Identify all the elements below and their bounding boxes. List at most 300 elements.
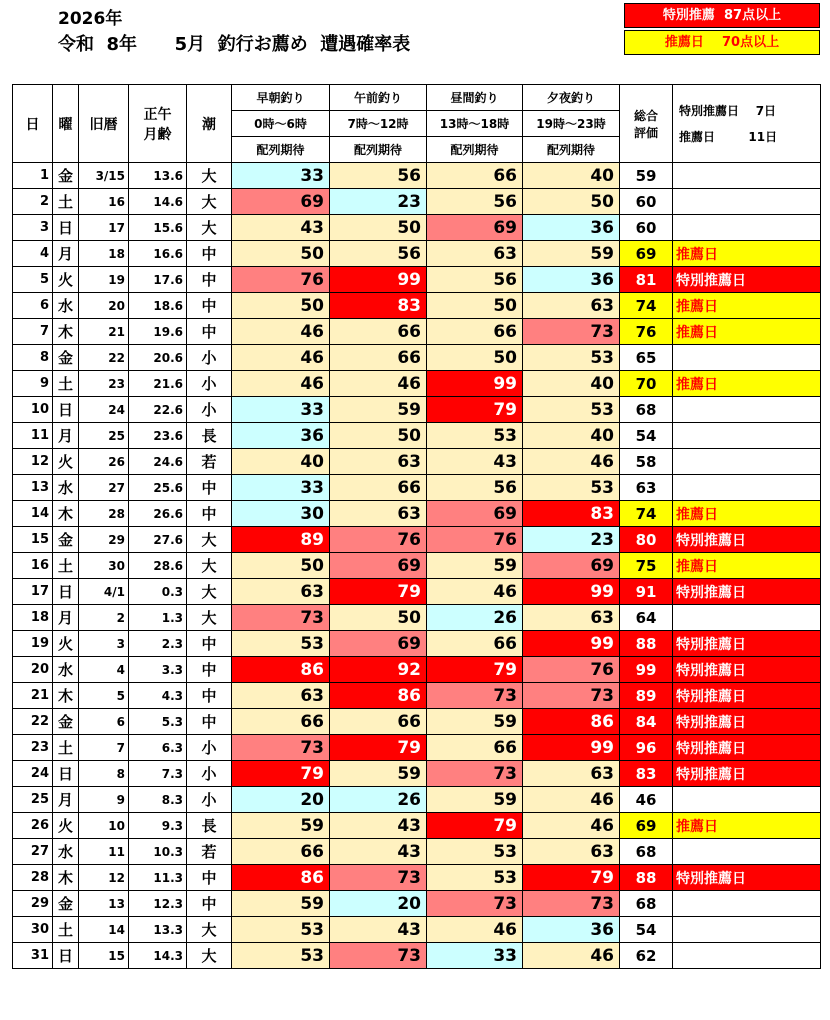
score-am-cell: 73: [330, 865, 427, 891]
table-body: [13, 163, 821, 969]
day-cell: 27: [13, 839, 53, 865]
lunar-cell: 15: [79, 943, 129, 969]
score-am-cell: 43: [330, 813, 427, 839]
tide-cell: 大: [187, 215, 232, 241]
score-morning-cell: 46: [232, 345, 330, 371]
tide-cell: 小: [187, 761, 232, 787]
score-evening-cell: 36: [523, 917, 620, 943]
table-row: [13, 553, 821, 579]
score-noon-cell: 76: [427, 527, 523, 553]
table-row: [13, 709, 821, 735]
table-row: [13, 657, 821, 683]
tide-cell: 中: [187, 241, 232, 267]
note-cell: [673, 215, 821, 241]
score-am-cell: 50: [330, 605, 427, 631]
moon-age-cell: 24.6: [129, 449, 187, 475]
tide-cell: 若: [187, 839, 232, 865]
table-row: [13, 267, 821, 293]
weekday-cell: 土: [53, 553, 79, 579]
tide-cell: 中: [187, 293, 232, 319]
tide-cell: 中: [187, 501, 232, 527]
note-cell: [673, 163, 821, 189]
score-am-cell: 69: [330, 553, 427, 579]
score-noon-cell: 66: [427, 735, 523, 761]
total-cell: 64: [620, 605, 673, 631]
lunar-cell: 9: [79, 787, 129, 813]
weekday-cell: 火: [53, 813, 79, 839]
table-row: [13, 475, 821, 501]
lunar-cell: 14: [79, 917, 129, 943]
weekday-cell: 火: [53, 449, 79, 475]
note-cell: 推薦日: [673, 371, 821, 397]
moon-age-cell: 14.6: [129, 189, 187, 215]
total-cell: 88: [620, 865, 673, 891]
table-row: [13, 917, 821, 943]
day-cell: 8: [13, 345, 53, 371]
day-cell: 23: [13, 735, 53, 761]
moon-age-cell: 1.3: [129, 605, 187, 631]
lunar-cell: 13: [79, 891, 129, 917]
moon-age-cell: 28.6: [129, 553, 187, 579]
day-cell: 6: [13, 293, 53, 319]
total-cell: 65: [620, 345, 673, 371]
score-morning-cell: 66: [232, 839, 330, 865]
score-evening-cell: 46: [523, 449, 620, 475]
weekday-cell: 金: [53, 709, 79, 735]
score-am-cell: 92: [330, 657, 427, 683]
weekday-cell: 水: [53, 657, 79, 683]
moon-age-cell: 14.3: [129, 943, 187, 969]
expect-evening: 配列期待: [523, 137, 620, 163]
total-cell: 59: [620, 163, 673, 189]
score-am-cell: 66: [330, 345, 427, 371]
total-cell: 60: [620, 189, 673, 215]
note-cell: [673, 917, 821, 943]
tide-cell: 大: [187, 605, 232, 631]
lunar-cell: 3/15: [79, 163, 129, 189]
note-cell: [673, 787, 821, 813]
score-morning-cell: 63: [232, 683, 330, 709]
day-cell: 30: [13, 917, 53, 943]
lunar-cell: 12: [79, 865, 129, 891]
tide-cell: 中: [187, 631, 232, 657]
tide-cell: 若: [187, 449, 232, 475]
score-morning-cell: 46: [232, 319, 330, 345]
weekday-cell: 金: [53, 345, 79, 371]
table-row: [13, 371, 821, 397]
lunar-cell: 5: [79, 683, 129, 709]
total-cell: 68: [620, 397, 673, 423]
moon-age-cell: 12.3: [129, 891, 187, 917]
score-am-cell: 56: [330, 241, 427, 267]
score-noon-cell: 69: [427, 215, 523, 241]
score-morning-cell: 73: [232, 605, 330, 631]
lunar-cell: 30: [79, 553, 129, 579]
moon-age-label-2: 月齢: [143, 126, 172, 143]
weekday-cell: 木: [53, 683, 79, 709]
score-am-cell: 66: [330, 319, 427, 345]
moon-age-cell: 22.6: [129, 397, 187, 423]
score-noon-cell: 99: [427, 371, 523, 397]
lunar-cell: 27: [79, 475, 129, 501]
moon-age-cell: 15.6: [129, 215, 187, 241]
lunar-cell: 4: [79, 657, 129, 683]
day-cell: 11: [13, 423, 53, 449]
score-morning-cell: 53: [232, 943, 330, 969]
weekday-cell: 水: [53, 839, 79, 865]
weekday-cell: 月: [53, 605, 79, 631]
score-morning-cell: 73: [232, 735, 330, 761]
note-cell: 推薦日: [673, 241, 821, 267]
moon-age-cell: 27.6: [129, 527, 187, 553]
lunar-cell: 17: [79, 215, 129, 241]
lunar-cell: 21: [79, 319, 129, 345]
note-cell: [673, 397, 821, 423]
score-noon-cell: 63: [427, 241, 523, 267]
weekday-cell: 土: [53, 189, 79, 215]
tide-cell: 大: [187, 579, 232, 605]
score-noon-cell: 79: [427, 657, 523, 683]
note-cell: 特別推薦日: [673, 761, 821, 787]
score-am-cell: 86: [330, 683, 427, 709]
expect-noon: 配列期待: [427, 137, 523, 163]
score-noon-cell: 33: [427, 943, 523, 969]
day-cell: 28: [13, 865, 53, 891]
note-cell: [673, 345, 821, 371]
tide-cell: 中: [187, 657, 232, 683]
day-cell: 12: [13, 449, 53, 475]
score-am-cell: 20: [330, 891, 427, 917]
score-noon-cell: 53: [427, 839, 523, 865]
score-morning-cell: 86: [232, 865, 330, 891]
score-noon-cell: 26: [427, 605, 523, 631]
col-am: 午前釣り: [330, 85, 427, 111]
tide-cell: 大: [187, 163, 232, 189]
score-evening-cell: 40: [523, 163, 620, 189]
day-cell: 5: [13, 267, 53, 293]
total-cell: 91: [620, 579, 673, 605]
moon-age-label-1: 正午: [143, 106, 172, 123]
table-row: [13, 319, 821, 345]
total-cell: 54: [620, 917, 673, 943]
weekday-cell: 金: [53, 891, 79, 917]
note-cell: 特別推薦日: [673, 709, 821, 735]
note-cell: 特別推薦日: [673, 865, 821, 891]
table-row: [13, 787, 821, 813]
note-cell: [673, 605, 821, 631]
note-cell: 特別推薦日: [673, 683, 821, 709]
tide-cell: 中: [187, 475, 232, 501]
moon-age-cell: 21.6: [129, 371, 187, 397]
table-row: [13, 241, 821, 267]
score-evening-cell: 99: [523, 735, 620, 761]
total-cell: 54: [620, 423, 673, 449]
score-evening-cell: 53: [523, 345, 620, 371]
table-row: [13, 189, 821, 215]
moon-age-cell: 13.3: [129, 917, 187, 943]
score-evening-cell: 63: [523, 839, 620, 865]
score-evening-cell: 99: [523, 579, 620, 605]
table-row: [13, 605, 821, 631]
total-cell: 74: [620, 293, 673, 319]
table-row: [13, 865, 821, 891]
table-row: [13, 501, 821, 527]
score-morning-cell: 33: [232, 163, 330, 189]
day-cell: 9: [13, 371, 53, 397]
score-evening-cell: 53: [523, 397, 620, 423]
total-cell: 58: [620, 449, 673, 475]
score-morning-cell: 50: [232, 553, 330, 579]
weekday-cell: 日: [53, 943, 79, 969]
table-row: [13, 163, 821, 189]
score-am-cell: 50: [330, 423, 427, 449]
table-row: [13, 813, 821, 839]
total-cell: 63: [620, 475, 673, 501]
score-noon-cell: 56: [427, 267, 523, 293]
day-cell: 19: [13, 631, 53, 657]
tide-cell: 小: [187, 397, 232, 423]
score-noon-cell: 66: [427, 319, 523, 345]
score-morning-cell: 66: [232, 709, 330, 735]
score-evening-cell: 73: [523, 891, 620, 917]
weekday-cell: 金: [53, 527, 79, 553]
weekday-cell: 火: [53, 267, 79, 293]
moon-age-cell: 13.6: [129, 163, 187, 189]
col-moon-age: [129, 85, 187, 163]
lunar-cell: 16: [79, 189, 129, 215]
total-cell: 68: [620, 839, 673, 865]
weekday-cell: 日: [53, 761, 79, 787]
table-row: [13, 397, 821, 423]
score-evening-cell: 50: [523, 189, 620, 215]
lunar-cell: 4/1: [79, 579, 129, 605]
day-cell: 3: [13, 215, 53, 241]
lunar-cell: 28: [79, 501, 129, 527]
col-weekday: 曜: [53, 85, 79, 163]
note-cell: 特別推薦日: [673, 735, 821, 761]
note-cell: 特別推薦日: [673, 579, 821, 605]
score-morning-cell: 63: [232, 579, 330, 605]
moon-age-cell: 7.3: [129, 761, 187, 787]
score-evening-cell: 69: [523, 553, 620, 579]
table-row: [13, 943, 821, 969]
score-noon-cell: 59: [427, 787, 523, 813]
time-am: 7時～12時: [330, 111, 427, 137]
moon-age-cell: 6.3: [129, 735, 187, 761]
moon-age-cell: 9.3: [129, 813, 187, 839]
col-evening: 夕夜釣り: [523, 85, 620, 111]
note-cell: [673, 189, 821, 215]
total-cell: 99: [620, 657, 673, 683]
score-noon-cell: 66: [427, 163, 523, 189]
total-cell: 84: [620, 709, 673, 735]
score-am-cell: 63: [330, 501, 427, 527]
score-evening-cell: 36: [523, 215, 620, 241]
score-morning-cell: 33: [232, 397, 330, 423]
tide-cell: 中: [187, 319, 232, 345]
score-am-cell: 66: [330, 709, 427, 735]
table-row: [13, 631, 821, 657]
tide-cell: 中: [187, 683, 232, 709]
weekday-cell: 木: [53, 865, 79, 891]
total-cell: 88: [620, 631, 673, 657]
score-morning-cell: 59: [232, 891, 330, 917]
note-cell: 特別推薦日: [673, 631, 821, 657]
day-cell: 22: [13, 709, 53, 735]
weekday-cell: 月: [53, 423, 79, 449]
moon-age-cell: 26.6: [129, 501, 187, 527]
lunar-cell: 7: [79, 735, 129, 761]
time-noon: 13時～18時: [427, 111, 523, 137]
score-evening-cell: 23: [523, 527, 620, 553]
day-cell: 31: [13, 943, 53, 969]
score-am-cell: 73: [330, 943, 427, 969]
score-morning-cell: 43: [232, 215, 330, 241]
moon-age-cell: 2.3: [129, 631, 187, 657]
score-morning-cell: 69: [232, 189, 330, 215]
score-am-cell: 76: [330, 527, 427, 553]
score-evening-cell: 73: [523, 319, 620, 345]
table-row: [13, 839, 821, 865]
score-morning-cell: 46: [232, 371, 330, 397]
score-evening-cell: 46: [523, 813, 620, 839]
weekday-cell: 月: [53, 241, 79, 267]
score-morning-cell: 50: [232, 293, 330, 319]
moon-age-cell: 5.3: [129, 709, 187, 735]
table-row: [13, 735, 821, 761]
score-am-cell: 59: [330, 761, 427, 787]
score-am-cell: 43: [330, 917, 427, 943]
total-cell: 69: [620, 813, 673, 839]
tide-cell: 大: [187, 917, 232, 943]
legend-special: 特別推薦 87点以上: [624, 3, 820, 28]
score-noon-cell: 79: [427, 813, 523, 839]
day-cell: 17: [13, 579, 53, 605]
score-noon-cell: 66: [427, 631, 523, 657]
total-cell: 60: [620, 215, 673, 241]
day-cell: 24: [13, 761, 53, 787]
score-noon-cell: 59: [427, 553, 523, 579]
score-evening-cell: 36: [523, 267, 620, 293]
score-evening-cell: 83: [523, 501, 620, 527]
day-cell: 14: [13, 501, 53, 527]
total-label-1: 総合: [633, 108, 658, 123]
weekday-cell: 水: [53, 475, 79, 501]
score-noon-cell: 73: [427, 683, 523, 709]
table-row: [13, 761, 821, 787]
note-cell: 推薦日: [673, 319, 821, 345]
score-noon-cell: 73: [427, 761, 523, 787]
score-am-cell: 56: [330, 163, 427, 189]
score-am-cell: 79: [330, 735, 427, 761]
moon-age-cell: 18.6: [129, 293, 187, 319]
day-cell: 21: [13, 683, 53, 709]
col-lunar: 旧暦: [79, 85, 129, 163]
table-row: [13, 891, 821, 917]
lunar-cell: 10: [79, 813, 129, 839]
score-am-cell: 69: [330, 631, 427, 657]
day-cell: 25: [13, 787, 53, 813]
total-cell: 76: [620, 319, 673, 345]
table-row: [13, 449, 821, 475]
score-noon-cell: 73: [427, 891, 523, 917]
moon-age-cell: 10.3: [129, 839, 187, 865]
score-morning-cell: 86: [232, 657, 330, 683]
weekday-cell: 木: [53, 501, 79, 527]
total-cell: 80: [620, 527, 673, 553]
weekday-cell: 土: [53, 917, 79, 943]
score-morning-cell: 33: [232, 475, 330, 501]
note-cell: 推薦日: [673, 813, 821, 839]
tide-cell: 小: [187, 371, 232, 397]
score-am-cell: 79: [330, 579, 427, 605]
moon-age-cell: 19.6: [129, 319, 187, 345]
note-cell: [673, 423, 821, 449]
score-evening-cell: 86: [523, 709, 620, 735]
score-morning-cell: 20: [232, 787, 330, 813]
total-cell: 83: [620, 761, 673, 787]
note-cell: [673, 891, 821, 917]
total-cell: 62: [620, 943, 673, 969]
score-morning-cell: 53: [232, 631, 330, 657]
lunar-cell: 3: [79, 631, 129, 657]
lunar-cell: 6: [79, 709, 129, 735]
note-cell: 推薦日: [673, 293, 821, 319]
day-cell: 10: [13, 397, 53, 423]
col-morning: 早朝釣り: [232, 85, 330, 111]
score-noon-cell: 53: [427, 423, 523, 449]
score-noon-cell: 43: [427, 449, 523, 475]
col-noon: 昼間釣り: [427, 85, 523, 111]
note-cell: 推薦日: [673, 501, 821, 527]
tide-cell: 長: [187, 423, 232, 449]
tide-cell: 中: [187, 865, 232, 891]
lunar-cell: 24: [79, 397, 129, 423]
score-am-cell: 46: [330, 371, 427, 397]
score-evening-cell: 76: [523, 657, 620, 683]
score-am-cell: 59: [330, 397, 427, 423]
day-cell: 7: [13, 319, 53, 345]
table-row: [13, 345, 821, 371]
table-row: [13, 423, 821, 449]
score-am-cell: 26: [330, 787, 427, 813]
day-cell: 2: [13, 189, 53, 215]
expect-morning: 配列期待: [232, 137, 330, 163]
weekday-cell: 日: [53, 397, 79, 423]
note-cell: 特別推薦日: [673, 267, 821, 293]
total-cell: 74: [620, 501, 673, 527]
day-cell: 29: [13, 891, 53, 917]
moon-age-cell: 17.6: [129, 267, 187, 293]
score-morning-cell: 79: [232, 761, 330, 787]
weekday-cell: 木: [53, 319, 79, 345]
score-evening-cell: 59: [523, 241, 620, 267]
tide-cell: 大: [187, 943, 232, 969]
tide-cell: 大: [187, 527, 232, 553]
day-cell: 1: [13, 163, 53, 189]
day-cell: 20: [13, 657, 53, 683]
score-morning-cell: 89: [232, 527, 330, 553]
total-cell: 70: [620, 371, 673, 397]
moon-age-cell: 16.6: [129, 241, 187, 267]
score-morning-cell: 53: [232, 917, 330, 943]
total-cell: 46: [620, 787, 673, 813]
table-row: [13, 215, 821, 241]
score-evening-cell: 53: [523, 475, 620, 501]
total-cell: 69: [620, 241, 673, 267]
score-noon-cell: 46: [427, 917, 523, 943]
moon-age-cell: 25.6: [129, 475, 187, 501]
